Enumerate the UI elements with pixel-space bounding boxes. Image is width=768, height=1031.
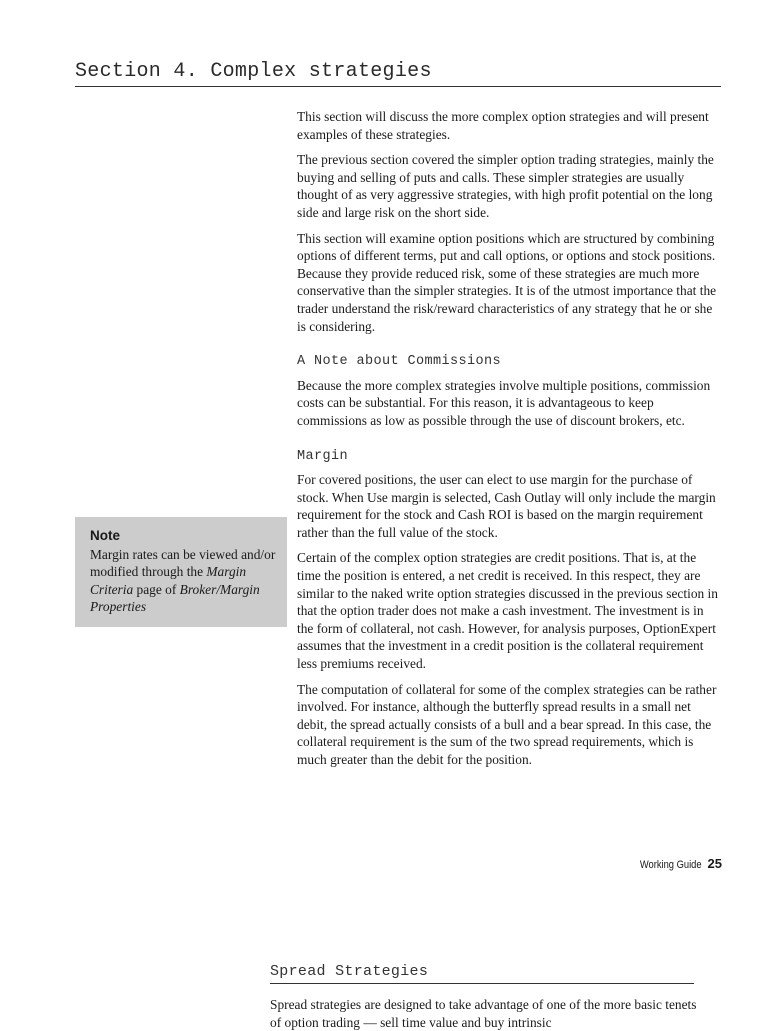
margin-paragraph-3: The computation of collateral for some of the complex strategies can be rather involved. For instance, although the butterfly spread results in a small net debit, the spread actually consists of a bull and a bear spread. In this case, the collateral requirement is the sum of the two spread requirements, which is much greater than the debit for the position. xyxy=(297,681,717,767)
intro-paragraph-3: This section will examine option positions which are structured by combining options of different terms, put and call options, or options and stock positions. Because they provide reduced risk, some of these strategies are much more conservative than the simpler strategies. It is of the utmost importance that the trader understand the risk/reward characteristics of any strategy that he or she is considering. xyxy=(297,230,717,334)
note-box xyxy=(75,517,287,627)
footer-label: Working Guide xyxy=(639,859,702,871)
intro-paragraph-2: The previous section covered the simpler option trading strategies, mainly the buying and selling of puts and calls. These simpler strategies are usually thought of as very aggressive strategies, with high profit potential on the long side and large risk on the short side. xyxy=(297,152,714,220)
commissions-heading: A Note about Commissions xyxy=(297,354,502,370)
note-text xyxy=(90,546,279,616)
main-text-column xyxy=(297,108,723,777)
section-title: Section 4. Complex strategies xyxy=(75,60,721,87)
margin-paragraph-2: Certain of the complex option strategies are credit positions. That is, at the time the position is entered, a net credit is received. In this respect, they are similar to the naked write option strategies discussed in the previous section in that the option trader does not make a cash investment. The investment is in the form of collateral, not cash. However, for analysis purposes, OptionExpert assumes that the investment in a credit position is the collateral requirement less premiums received. xyxy=(297,550,718,672)
page-footer xyxy=(520,855,722,873)
note-text-start: Margin rates can be viewed and/or modified through the xyxy=(90,546,276,580)
spread-strategies-title: Spread Strategies xyxy=(270,963,694,984)
margin-heading: Margin xyxy=(297,448,349,464)
note-broker-margin-properties: Broker/Margin Properties xyxy=(90,581,260,615)
commissions-paragraph: Because the more complex strategies involve multiple positions, commission costs can be substantial. For this reason, it is advantageous to keep commissions as low as possible through the use of discount brokers, etc. xyxy=(297,377,711,428)
page-number: 25 xyxy=(707,856,722,871)
intro-paragraph-1: This section will discuss the more complex option strategies and will present examples of these strategies. xyxy=(297,109,709,142)
spread-strategies-paragraph: Spread strategies are designed to take advantage of one of the more basic tenets of option trading — sell time value and buy intrinsic xyxy=(270,997,697,1030)
note-margin-criteria: Margin Criteria xyxy=(90,564,247,597)
note-title: Note xyxy=(90,528,120,543)
margin-paragraph-1: For covered positions, the user can elect to use margin for the purchase of stock. When Use margin is selected, Cash Outlay will only include the margin requirement for the stock and Cash ROI is based on the margin requirement rather than the full value of the stock. xyxy=(297,472,716,540)
note-text-middle: page of xyxy=(133,581,180,597)
